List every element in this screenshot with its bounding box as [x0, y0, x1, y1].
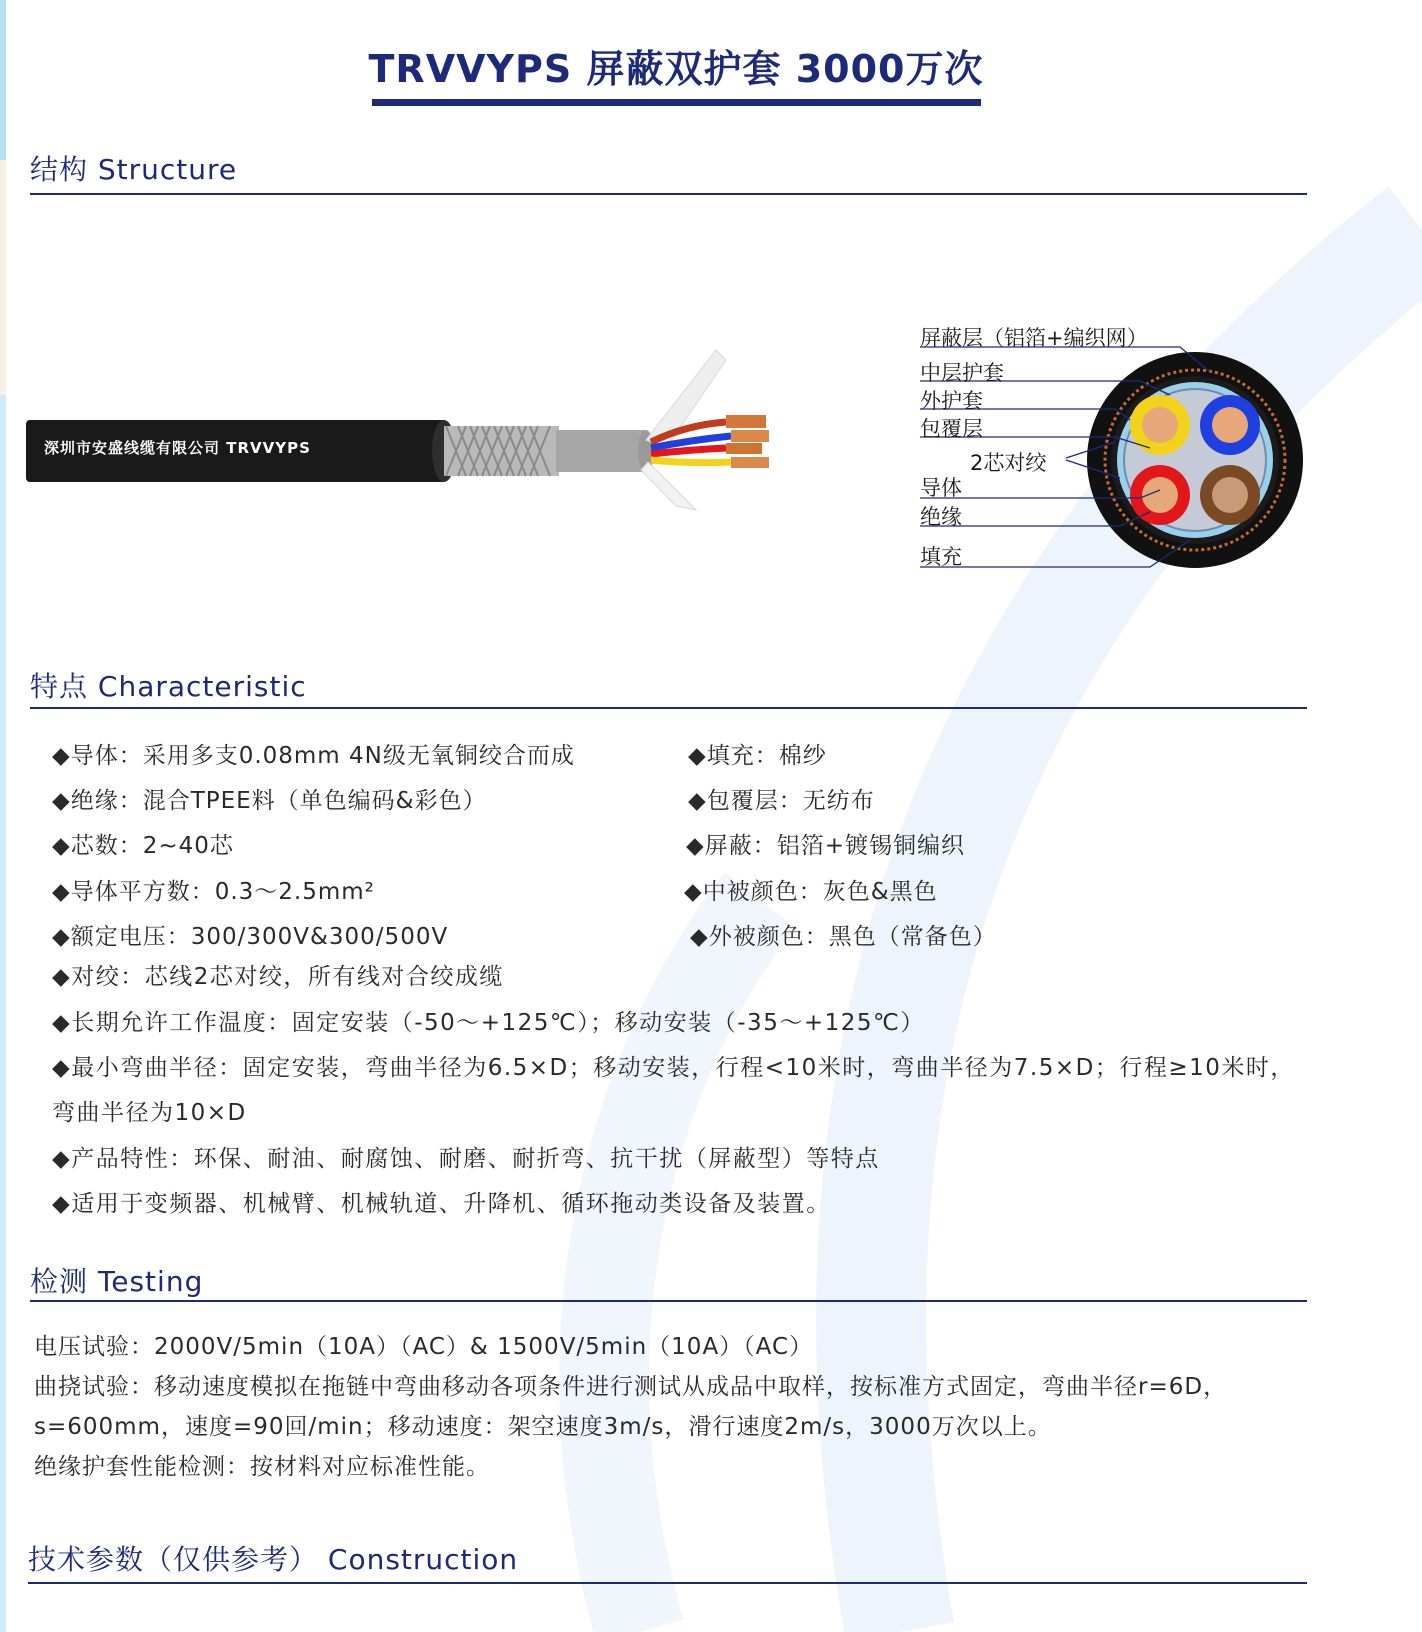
- feature-outer-color: ◆外被颜色：黑色（常备色）: [690, 924, 997, 950]
- cable-illustration: [26, 330, 806, 530]
- section-testing-heading: 检测 Testing: [30, 1265, 204, 1298]
- section-characteristic-divider: [30, 707, 1307, 709]
- label-outer-sheath: 外护套: [920, 389, 983, 413]
- section-characteristic-heading: 特点 Characteristic: [30, 670, 307, 703]
- feature-temperature: ◆长期允许工作温度：固定安装（-50～+125℃）；移动安装（-35～+125℃）: [52, 1010, 925, 1036]
- feature-applications: ◆适用于变频器、机械臂、机械轨道、升降机、循环拖动类设备及装置。: [52, 1191, 831, 1217]
- cable-cross-section: [1085, 350, 1305, 570]
- feature-insulation: ◆绝缘：混合TPEE料（单色编码&彩色）: [52, 788, 487, 814]
- label-twisted-pair: 2芯对绞: [970, 451, 1047, 475]
- feature-twisting: ◆对绞：芯线2芯对绞，所有线对合绞成缆: [52, 964, 504, 990]
- section-structure-divider: [30, 193, 1307, 195]
- feature-wrap-layer: ◆包覆层：无纺布: [688, 788, 875, 814]
- feature-filler: ◆填充：棉纱: [688, 743, 827, 769]
- section-structure-heading: 结构 Structure: [30, 153, 238, 186]
- test-voltage: 电压试验：2000V/5min（10A）（AC）& 1500V/5min（10A）（AC）: [34, 1334, 814, 1360]
- label-insulation: 绝缘: [920, 505, 962, 529]
- label-wrap-layer: 包覆层: [920, 417, 983, 441]
- feature-rated-voltage: ◆额定电压：300/300V&300/500V: [52, 924, 449, 950]
- feature-core-count: ◆芯数：2~40芯: [52, 833, 234, 859]
- title-underline: [372, 99, 981, 106]
- test-insulation-sheath: 绝缘护套性能检测：按材料对应标准性能。: [34, 1454, 490, 1480]
- label-mid-sheath: 中层护套: [920, 361, 1004, 385]
- section-construction-divider: [28, 1582, 1307, 1584]
- section-construction-heading: 技术参数（仅供参考） Construction: [28, 1543, 519, 1576]
- feature-mid-color: ◆中被颜色：灰色&黑色: [684, 879, 938, 905]
- label-shield: 屏蔽层（铝箔+编织网）: [920, 326, 1148, 350]
- test-flex: 曲挠试验：移动速度模拟在拖链中弯曲移动各项条件进行测试从成品中取样，按标准方式固定，弯曲半径r=6D，s=600mm，速度=90回/min；移动速度：架空速度3m/s，滑行速度2m/s，3000万次以上。: [34, 1374, 1228, 1440]
- feature-bend-radius: ◆最小弯曲半径：固定安装，弯曲半径为6.5×D；移动安装，行程<10米时，弯曲半径为7.5×D；行程≥10米时，弯曲半径为10×D: [52, 1055, 1295, 1126]
- feature-conductor-size: ◆导体平方数：0.3～2.5mm²: [52, 879, 375, 905]
- left-edge-accent-lower: [0, 395, 6, 1632]
- label-filler: 填充: [920, 545, 962, 569]
- feature-conductor: ◆导体：采用多支0.08mm 4N级无氧铜绞合而成: [52, 743, 575, 769]
- feature-shield: ◆屏蔽：铝箔+镀锡铜编织: [686, 833, 965, 859]
- feature-product-traits: ◆产品特性：环保、耐油、耐腐蚀、耐磨、耐折弯、抗干扰（屏蔽型）等特点: [52, 1146, 880, 1172]
- page-title: TRVVYPS 屏蔽双护套 3000万次: [368, 47, 984, 91]
- cable-print-text: 深圳市安盛线缆有限公司 TRVVYPS: [44, 439, 311, 457]
- section-testing-divider: [30, 1300, 1307, 1302]
- label-conductor: 导体: [920, 476, 962, 500]
